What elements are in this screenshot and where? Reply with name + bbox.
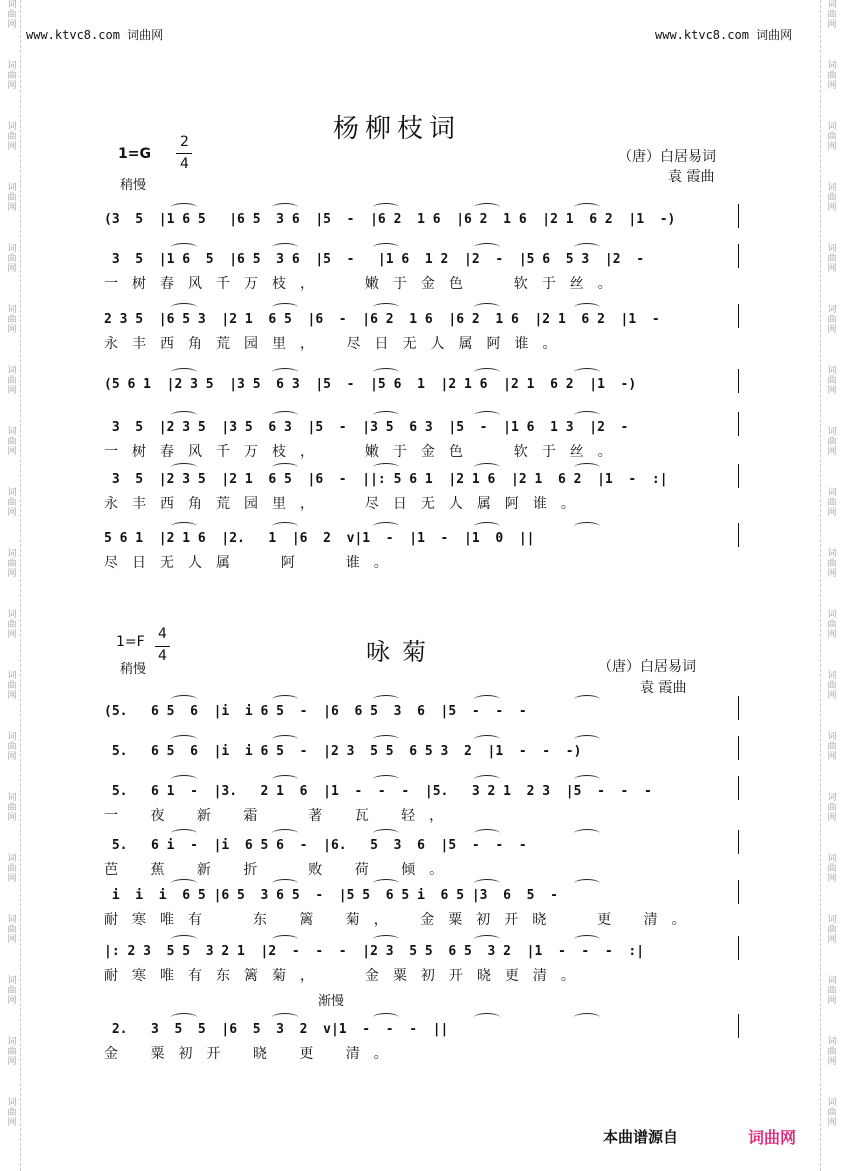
notation-row: 5 6 1 |2 1 6 |2. 1 |6 2 v|1 - |1 - |1 0 || [104,531,535,546]
barline [738,304,739,328]
barline [738,880,739,904]
side-watermark-text: 词 曲 网 [827,61,837,91]
slur-mark [574,879,600,888]
slur-mark [272,368,298,377]
side-watermark-text: 词 曲 网 [827,183,837,213]
lyric-row: 一树春风千万枝， 嫩于金色 软于丝。 [104,444,626,460]
slur-mark [373,879,399,888]
side-watermark-text: 词 曲 网 [7,793,17,823]
slur-mark [474,829,500,838]
lyric-row: 尽日无人属 阿 谁。 [104,555,402,571]
song2-time-bottom: 4 [158,648,167,664]
lyric-row: 金 粟初开 晓 更 清。 [104,1046,402,1062]
side-watermark-text: 词 曲 网 [7,1037,17,1067]
lyric-row: 永丰西角荒园里， 尽日无人属阿谁。 [104,336,571,352]
side-watermark-text: 词 曲 网 [827,854,837,884]
slur-mark [574,463,600,472]
side-watermark-text: 词 曲 网 [7,549,17,579]
song1-time-top: 2 [180,134,189,150]
notation-row: |: 2 3 5 5 3 2 1 |2 - - - |2 3 5 5 6 5 3 2 |1 - - - :| [104,944,645,959]
side-watermark-text: 词 曲 网 [827,732,837,762]
slur-mark [171,935,197,944]
side-watermark-text: 词 曲 网 [7,976,17,1006]
slur-mark [171,303,197,312]
slur-mark [373,368,399,377]
slur-mark [373,775,399,784]
side-watermark-text: 词 曲 网 [7,488,17,518]
slur-mark [574,735,600,744]
song2-lyricist: （唐）白居易词 [598,659,696,675]
slur-mark [574,522,600,531]
right-cut-line [820,0,821,1171]
barline [738,830,739,854]
song2-time-top: 4 [158,626,167,642]
barline [738,244,739,268]
slur-mark [474,695,500,704]
slur-mark [373,695,399,704]
slur-mark [171,735,197,744]
barline [738,523,739,547]
header-left-url[interactable]: www.ktvc8.com 词曲网 [26,28,164,42]
slur-mark [574,411,600,420]
slur-mark [373,411,399,420]
slur-mark [373,1013,399,1022]
side-watermark-text: 词 曲 网 [827,793,837,823]
barline [738,464,739,488]
lyric-row: 芭 蕉 新 折 败 荷 倾。 [104,862,458,878]
barline [738,776,739,800]
slur-mark [272,829,298,838]
lyric-row: 永丰西角荒园里， 尽日无人属阿谁。 [104,496,589,512]
slur-mark [474,463,500,472]
slur-mark [474,411,500,420]
slur-mark [171,879,197,888]
slur-mark [373,829,399,838]
notation-row: (3 5 |1 6 5 |6 5 3 6 |5 - |6 2 1 6 |6 2 1 6 |2 1 6 2 |1 -) [104,212,676,227]
slur-mark [474,368,500,377]
slur-mark [171,368,197,377]
slur-mark [474,735,500,744]
barline [738,736,739,760]
slur-mark [272,411,298,420]
side-watermark-text: 词 曲 网 [827,244,837,274]
song1-composer: 袁 霞曲 [668,169,715,185]
slur-mark [373,463,399,472]
barline [738,696,739,720]
song2-tempo-mark: 渐慢 [318,994,345,1009]
side-watermark-text: 词 曲 网 [7,732,17,762]
side-watermark-text: 词 曲 网 [827,915,837,945]
slur-mark [171,829,197,838]
side-watermark-text: 词 曲 网 [827,122,837,152]
slur-mark [574,775,600,784]
slur-mark [574,203,600,212]
lyric-row: 一树春风千万枝， 嫩于金色 软于丝。 [104,276,626,292]
slur-mark [373,522,399,531]
barline [738,936,739,960]
slur-mark [171,695,197,704]
barline [738,412,739,436]
side-watermark-text: 词 曲 网 [827,305,837,335]
slur-mark [373,303,399,312]
slur-mark [373,203,399,212]
slur-mark [574,1013,600,1022]
slur-mark [574,303,600,312]
slur-mark [474,303,500,312]
slur-mark [171,463,197,472]
song2-title: 咏菊 [366,638,438,666]
lyric-row: 一 夜 新 霜 著 瓦 轻， [104,808,458,824]
side-watermark-text: 词 曲 网 [7,610,17,640]
slur-mark [373,735,399,744]
song1-title: 杨柳枝词 [333,114,462,144]
lyric-row: 耐寒唯有东篱菊， 金粟初开晓更清。 [104,968,589,984]
slur-mark [171,522,197,531]
slur-mark [574,829,600,838]
slur-mark [272,303,298,312]
side-watermark-text: 词 曲 网 [7,1098,17,1128]
slur-mark [171,411,197,420]
notation-row: 5. 6 1 - |3. 2 1 6 |1 - - - |5. 3 2 1 2 3 |5 - - - [104,784,652,799]
side-watermark-text: 词 曲 网 [827,1098,837,1128]
notation-row: i i i 6 5 |6 5 3 6 5 - |5 5 6 5 i 6 5 |3 6 5 - [104,888,558,903]
barline [738,1014,739,1038]
slur-mark [474,522,500,531]
slur-mark [474,879,500,888]
side-watermark-text: 词 曲 网 [827,366,837,396]
side-watermark-text: 词 曲 网 [7,671,17,701]
notation-row: 3 5 |2 3 5 |3 5 6 3 |5 - |3 5 6 3 |5 - |1 6 1 3 |2 - [104,420,629,435]
barline [738,369,739,393]
slur-mark [474,203,500,212]
slur-mark [272,463,298,472]
side-watermark-text: 词 曲 网 [7,244,17,274]
notation-row: (5 6 1 |2 3 5 |3 5 6 3 |5 - |5 6 1 |2 1 6 |2 1 6 2 |1 -) [104,377,637,392]
left-watermark-strip [2,0,22,1171]
side-watermark-text: 词 曲 网 [827,427,837,457]
song1-key: 1=G [118,146,151,162]
song2-composer: 袁 霞曲 [640,680,687,696]
slur-mark [272,203,298,212]
side-watermark-text: 词 曲 网 [7,0,17,30]
side-watermark-text: 词 曲 网 [7,427,17,457]
slur-mark [474,775,500,784]
song2-time-divider [155,646,170,647]
side-watermark-text: 词 曲 网 [7,305,17,335]
notation-row: 3 5 |1 6 5 |6 5 3 6 |5 - |1 6 1 2 |2 - |5 6 5 3 |2 - [104,252,645,267]
notation-row: 5. 6 i - |i 6 5 6 - |6. 5 3 6 |5 - - - [104,838,527,853]
slur-mark [474,1013,500,1022]
slur-mark [574,368,600,377]
song1-lyricist: （唐）白居易词 [618,149,716,165]
side-watermark-text: 词 曲 网 [7,122,17,152]
side-watermark-text: 词 曲 网 [827,610,837,640]
footer-brand-link[interactable]: 词曲网 [748,1128,797,1147]
side-watermark-text: 词 曲 网 [7,915,17,945]
side-watermark-text: 词 曲 网 [7,61,17,91]
slur-mark [474,243,500,252]
slur-mark [272,775,298,784]
slur-mark [574,935,600,944]
slur-mark [272,735,298,744]
song1-time-divider [176,153,192,154]
song2-tempo: 稍慢 [120,662,147,677]
slur-mark [272,695,298,704]
slur-mark [574,695,600,704]
notation-row: 3 5 |2 3 5 |2 1 6 5 |6 - ||: 5 6 1 |2 1 6 |2 1 6 2 |1 - :| [104,472,668,487]
song1-tempo: 稍慢 [120,178,147,193]
notation-row: 5. 6 5 6 |i i 6 5 - |2 3 5 5 6 5 3 2 |1 - - -) [104,744,582,759]
slur-mark [373,243,399,252]
slur-mark [272,935,298,944]
slur-mark [171,1013,197,1022]
notation-row: (5. 6 5 6 |i i 6 5 - |6 6 5 3 6 |5 - - - [104,704,527,719]
lyric-row: 耐寒唯有 东 篱 菊， 金粟初开晓 更 清。 [104,912,700,928]
slur-mark [171,203,197,212]
right-watermark-strip [822,0,842,1171]
slur-mark [272,1013,298,1022]
slur-mark [574,243,600,252]
slur-mark [171,243,197,252]
slur-mark [373,935,399,944]
side-watermark-text: 词 曲 网 [7,183,17,213]
barline [738,204,739,228]
notation-row: 2 3 5 |6 5 3 |2 1 6 5 |6 - |6 2 1 6 |6 2 1 6 |2 1 6 2 |1 - [104,312,660,327]
slur-mark [272,879,298,888]
slur-mark [171,775,197,784]
song1-time-bottom: 4 [180,156,189,172]
side-watermark-text: 词 曲 网 [7,854,17,884]
slur-mark [272,522,298,531]
side-watermark-text: 词 曲 网 [7,366,17,396]
footer-source-label: 本曲谱源自 [603,1128,679,1146]
header-right-url[interactable]: www.ktvc8.com 词曲网 [655,28,793,42]
notation-row: 2. 3 5 5 |6 5 3 2 v|1 - - - || [104,1022,449,1037]
side-watermark-text: 词 曲 网 [827,976,837,1006]
slur-mark [272,243,298,252]
side-watermark-text: 词 曲 网 [827,671,837,701]
side-watermark-text: 词 曲 网 [827,488,837,518]
side-watermark-text: 词 曲 网 [827,549,837,579]
side-watermark-text: 词 曲 网 [827,0,837,30]
slur-mark [474,935,500,944]
song2-key: 1=F [116,634,145,650]
side-watermark-text: 词 曲 网 [827,1037,837,1067]
left-cut-line [20,0,21,1171]
